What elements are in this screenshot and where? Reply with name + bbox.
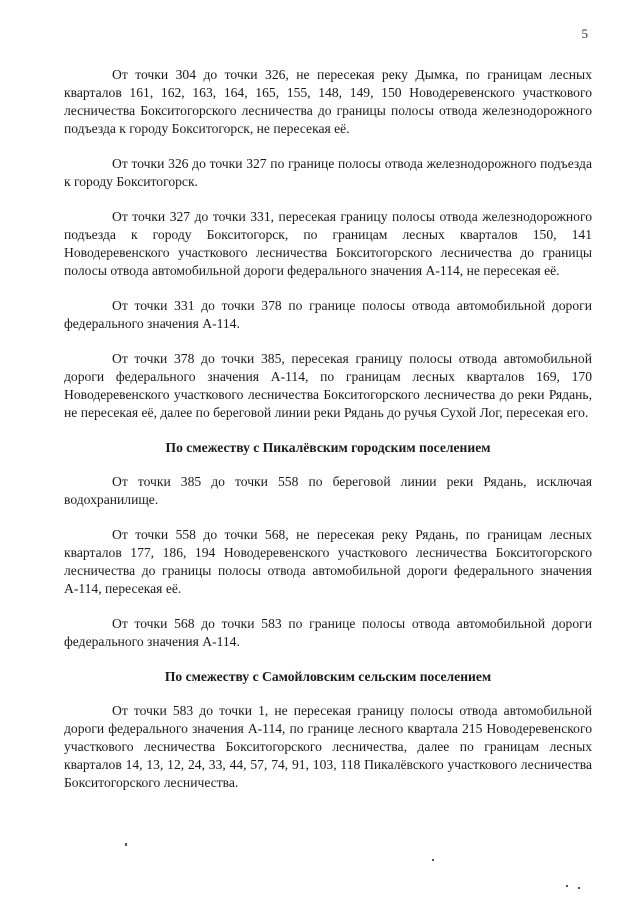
scan-speck [432,859,434,861]
paragraph-385-558: От точки 385 до точки 558 по береговой линии реки Рядань, исключая водохранилище. [64,474,592,507]
paragraph-326-327: От точки 326 до точки 327 по границе полосы отвода железнодорожного подъезда к городу Бокситогорск. [64,156,592,189]
scan-speck [125,843,127,846]
paragraph-558-568: От точки 558 до точки 568, не пересекая реку Рядань, по границам лесных кварталов 177, 186, 194 Новодеревенского участкового лесничества Бокситогорского лесничества до границы полосы отвода автомобильной дороги федерального значения А-114, пересекая её. [64,527,592,596]
section-heading-samoylovo: По смежеству с Самойловским сельским поселением [164,669,492,684]
paragraph-331-378: От точки 331 до точки 378 по границе полосы отвода автомобильной дороги федерального значения А-114. [64,298,592,331]
scan-speck [578,887,580,889]
paragraph-378-385: От точки 378 до точки 385, пересекая границу полосы отвода автомобильной дороги федерального значения А-114, по границам лесных кварталов 169, 170 Новодеревенского участкового лесничества Бокситогорского лесничества до реки Рядань, не пересекая её, далее по береговой линии реки Рядань до ручья Сухой Лог, пересекая его. [64,351,592,420]
page-number: 5 [581,26,588,41]
document-body [64,66,592,809]
paragraph-583-1: От точки 583 до точки 1, не пересекая границу полосы отвода автомобильной дороги федерального значения А-114, по границе лесного квартала 215 Новодеревенского участкового лесничества Бокситогорского лесничества, далее по границам лесных кварталов 14, 13, 12, 24, 33, 44, 57, 74, 91, 103, 118 Пикалёвского участкового лесничества Бокситогорского лесничества. [64,703,592,790]
paragraph-304-326: От точки 304 до точки 326, не пересекая реку Дымка, по границам лесных кварталов 161, 162, 163, 164, 165, 155, 148, 149, 150 Новодеревенского участкового лесничества Бокситогорского лесничества до границы полосы отвода железнодорожного подъезда к городу Бокситогорск, не пересекая её. [64,67,592,136]
paragraph-327-331: От точки 327 до точки 331, пересекая границу полосы отвода железнодорожного подъезда к городу Бокситогорск, по границам лесных кварталов 150, 141 Новодеревенского участкового лесничества Бокситогорского лесничества до границы полосы отвода автомобильной дороги федерального значения А-114, не пересекая её. [64,209,592,278]
section-heading-pikalevo: По смежеству с Пикалёвским городским поселением [165,440,491,455]
paragraph-568-583: От точки 568 до точки 583 по границе полосы отвода автомобильной дороги федерального значения А-114. [64,616,592,649]
scan-speck [566,885,568,887]
